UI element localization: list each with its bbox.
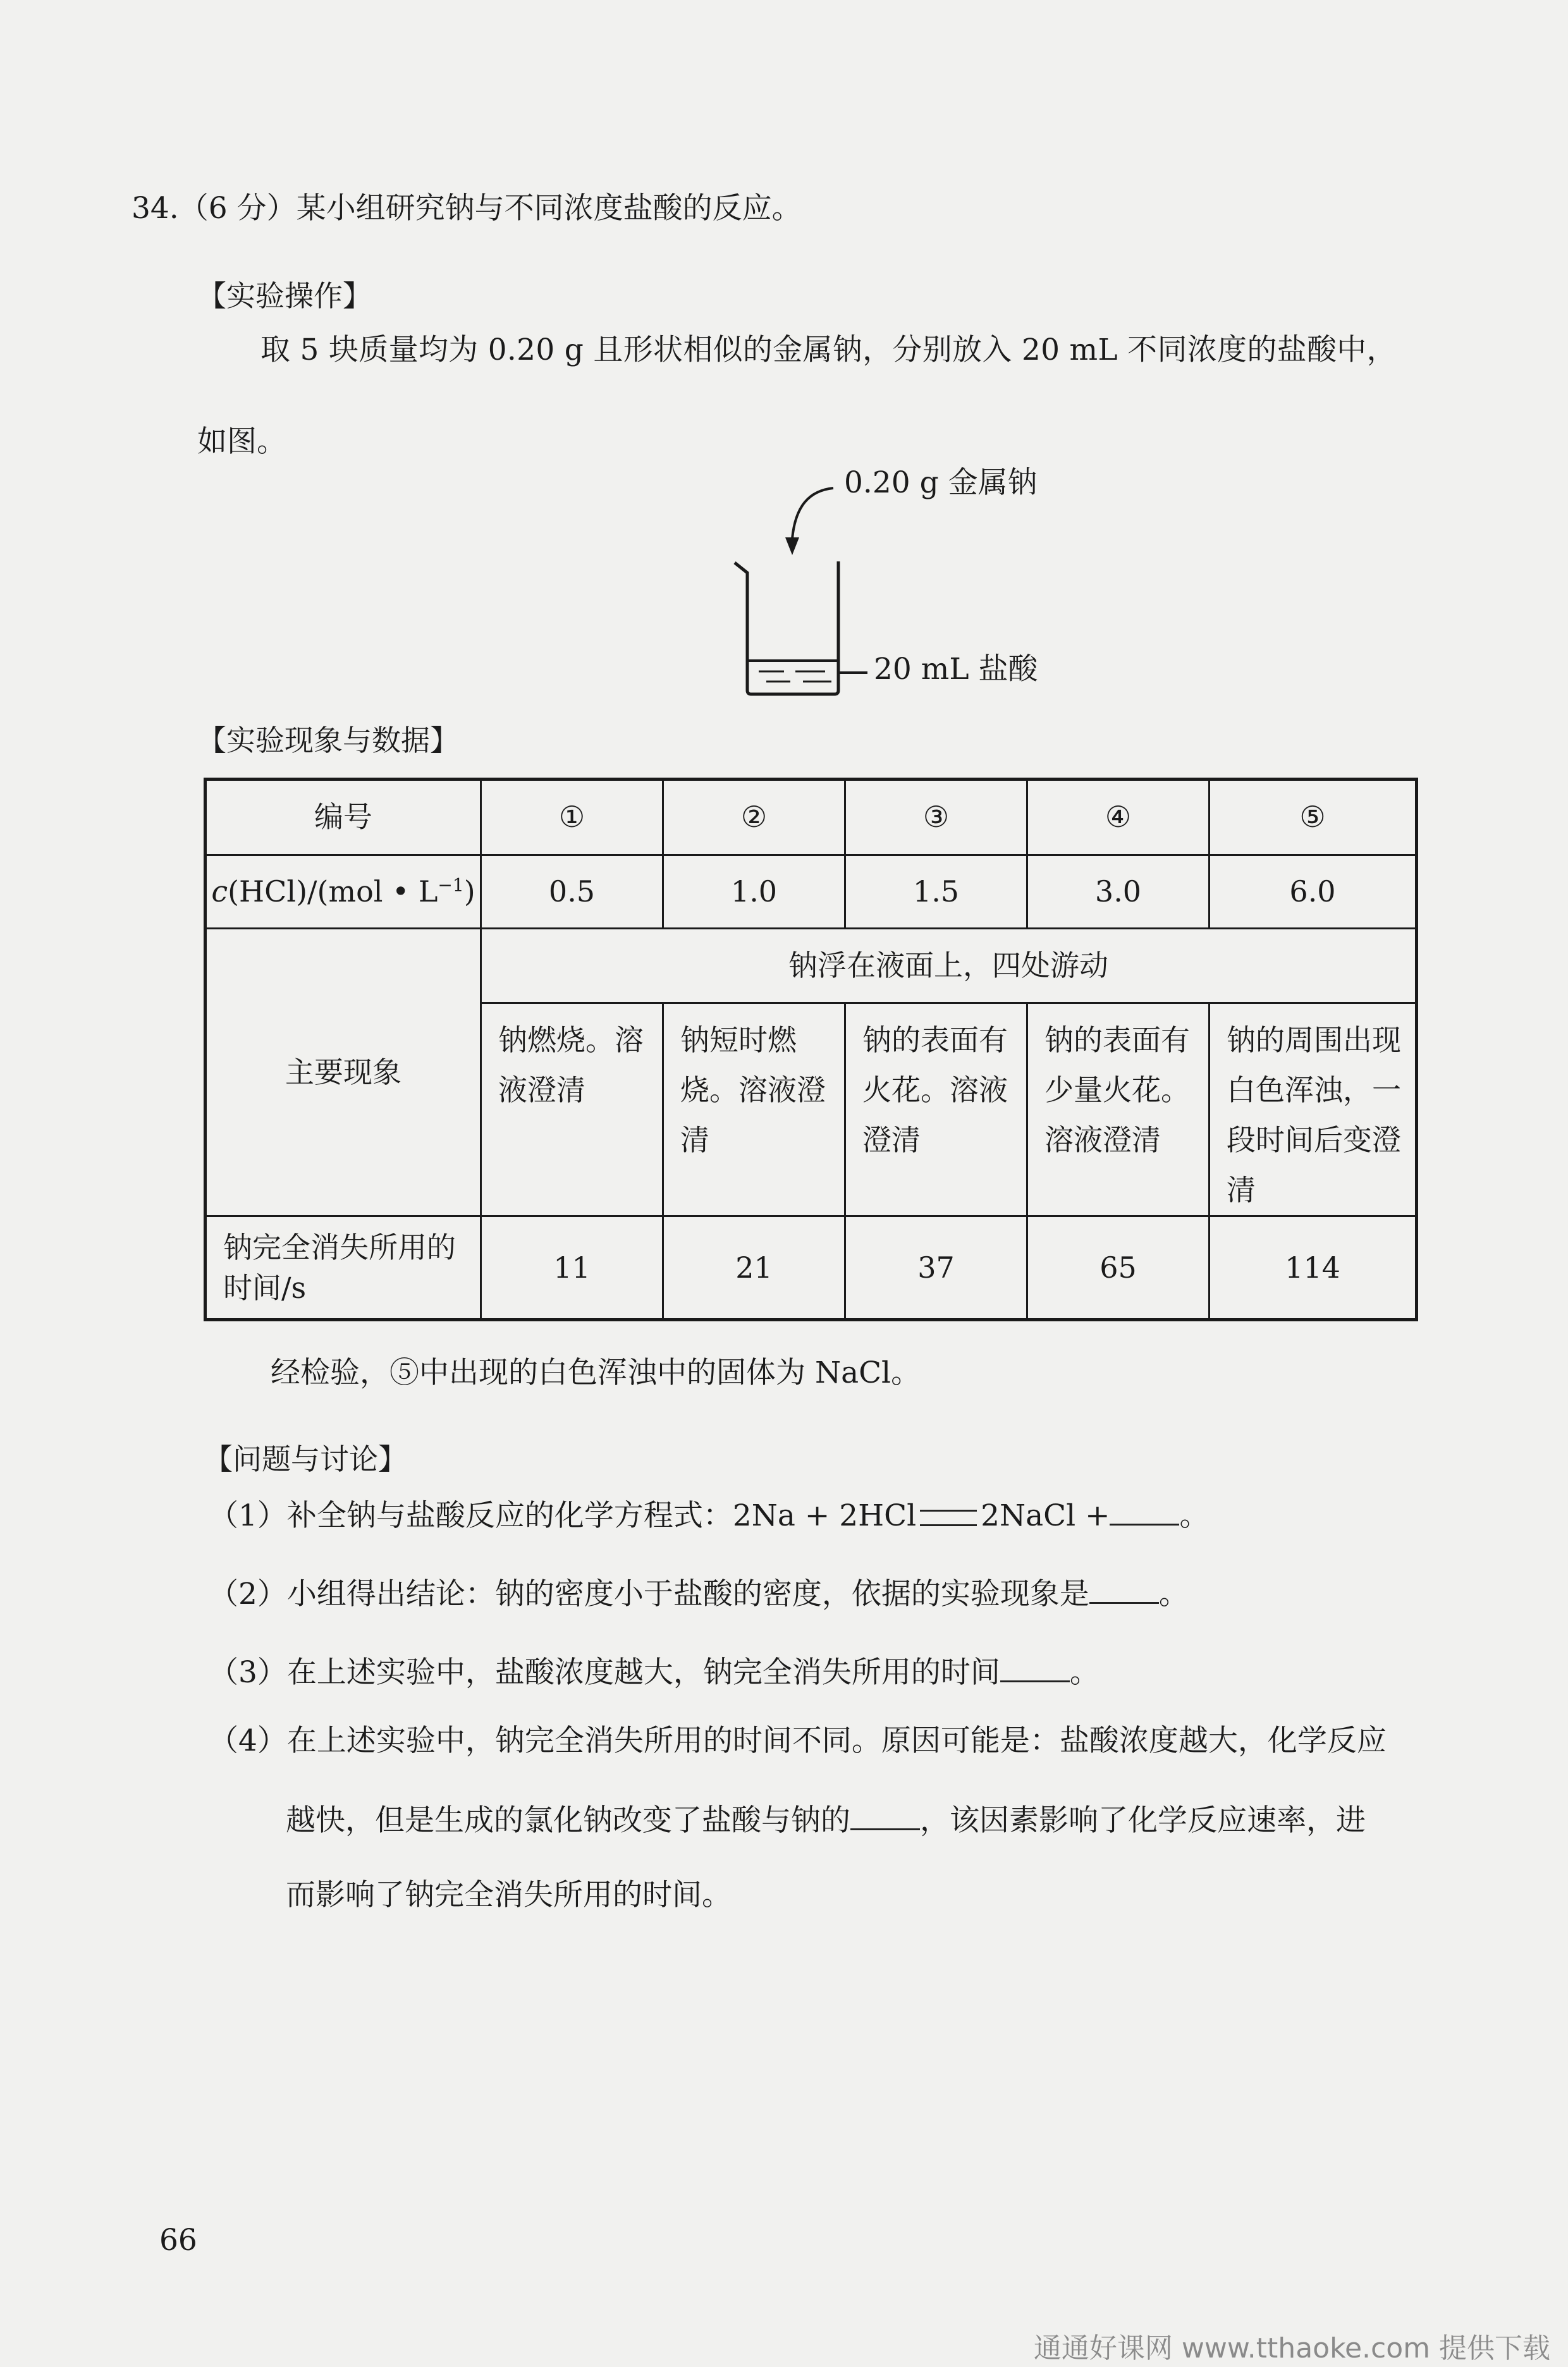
phenomenon-cell: 钠的表面有少量火花。溶液澄清 <box>1027 1003 1210 1216</box>
question-3-blank[interactable] <box>1000 1655 1070 1682</box>
phenomena-label: 主要现象 <box>205 929 481 1216</box>
sodium-arrow-path <box>792 488 833 539</box>
time-label-text: 钠完全消失所用的时间/s <box>223 1230 456 1306</box>
observation-note: 经检验，⑤中出现的白色浑浊中的固体为 NaCl。 <box>271 1355 921 1390</box>
sodium-arrow-head <box>785 537 799 555</box>
question-4-line3: 而影响了钠完全消失所用的时间。 <box>286 1878 732 1912</box>
id-cell: ② <box>663 780 845 855</box>
time-cell: 37 <box>845 1216 1027 1320</box>
data-table <box>204 778 1418 1321</box>
question-1-prefix: （1）补全钠与盐酸反应的化学方程式： <box>209 1498 733 1533</box>
table-row-time <box>205 1216 1417 1320</box>
concentration-cell: 1.0 <box>663 855 845 929</box>
question-1 <box>209 1498 1209 1531</box>
beaker-outline <box>735 561 838 694</box>
question-1-rhs: 2NaCl + <box>981 1498 1110 1533</box>
question-title-line <box>132 191 802 226</box>
operation-text-line1: 取 5 块质量均为 0.20 g 且形状相似的金属钠，分别放入 20 mL 不同浓度的盐酸中， <box>260 333 1397 367</box>
watermark: 通通好课网 www.tthaoke.com 提供下载 <box>1033 2332 1550 2364</box>
observations-heading: 【实验现象与数据】 <box>197 723 459 757</box>
question-title: 某小组研究钠与不同浓度盐酸的反应。 <box>296 191 802 226</box>
question-2 <box>209 1577 1189 1612</box>
concentration-cell: 0.5 <box>481 855 663 929</box>
phenomenon-cell: 钠短时燃烧。溶液澄清 <box>663 1003 845 1216</box>
operation-text-line2: 如图。 <box>197 424 286 459</box>
question-3-text: （3）在上述实验中，盐酸浓度越大，钠完全消失所用的时间 <box>209 1655 1000 1690</box>
discussion-heading: 【问题与讨论】 <box>204 1442 407 1476</box>
table-row-id <box>205 780 1417 855</box>
concentration-label <box>205 855 481 929</box>
question-3-end: 。 <box>1069 1655 1099 1690</box>
question-2-end: 。 <box>1158 1577 1189 1612</box>
table-row-concentration <box>205 855 1417 929</box>
id-cell: ⑤ <box>1210 780 1417 855</box>
operation-heading: 【实验操作】 <box>197 279 372 313</box>
question-1-end: 。 <box>1179 1498 1210 1533</box>
common-phenomenon-cell: 钠浮在液面上，四处游动 <box>481 929 1417 1003</box>
time-cell: 114 <box>1210 1216 1417 1320</box>
concentration-exponent: −1 <box>438 874 464 896</box>
question-4-line2-b: ，该因素影响了化学反应速率，进 <box>920 1803 1366 1838</box>
id-cell: ① <box>481 780 663 855</box>
question-1-blank[interactable] <box>1110 1498 1179 1526</box>
question-points: （6 分） <box>178 191 297 226</box>
question-4-line1: （4）在上述实验中，钠完全消失所用的时间不同。原因可能是：盐酸浓度越大，化学反应 <box>209 1723 1387 1758</box>
figure-label-acid: 20 mL 盐酸 <box>874 652 1038 687</box>
id-cell: ④ <box>1027 780 1210 855</box>
question-2-text: （2）小组得出结论：钠的密度小于盐酸的密度，依据的实验现象是 <box>209 1577 1089 1612</box>
time-cell: 11 <box>481 1216 663 1320</box>
concentration-unit: (HCl)/(mol • L <box>228 874 438 908</box>
concentration-cell: 6.0 <box>1210 855 1417 929</box>
time-cell: 21 <box>663 1216 845 1320</box>
phenomenon-cell: 钠的表面有火花。溶液澄清 <box>845 1003 1027 1216</box>
question-1-lhs: 2Na + 2HCl <box>732 1498 917 1533</box>
concentration-symbol: c <box>211 874 228 908</box>
time-cell: 65 <box>1027 1216 1210 1320</box>
question-4-line2-a: 越快，但是生成的氯化钠改变了盐酸与钠的 <box>286 1803 850 1838</box>
equals-sign <box>920 1510 977 1526</box>
question-number: 34. <box>132 191 179 226</box>
question-4-line2 <box>286 1803 1366 1838</box>
question-3 <box>209 1655 1099 1690</box>
id-cell: ③ <box>845 780 1027 855</box>
concentration-cell: 1.5 <box>845 855 1027 929</box>
phenomenon-cell: 钠燃烧。溶液澄清 <box>481 1003 663 1216</box>
id-label: 编号 <box>205 780 481 855</box>
phenomenon-cell: 钠的周围出现白色浑浊，一段时间后变澄清 <box>1210 1003 1417 1216</box>
concentration-close: ) <box>463 874 475 908</box>
table-row-common-phenomenon <box>205 929 1417 1003</box>
question-2-blank[interactable] <box>1089 1577 1159 1604</box>
concentration-cell: 3.0 <box>1027 855 1210 929</box>
time-label <box>205 1216 481 1320</box>
figure-label-sodium: 0.20 g 金属钠 <box>844 465 1038 500</box>
question-4-blank[interactable] <box>850 1803 920 1830</box>
page-number: 66 <box>159 2223 197 2258</box>
